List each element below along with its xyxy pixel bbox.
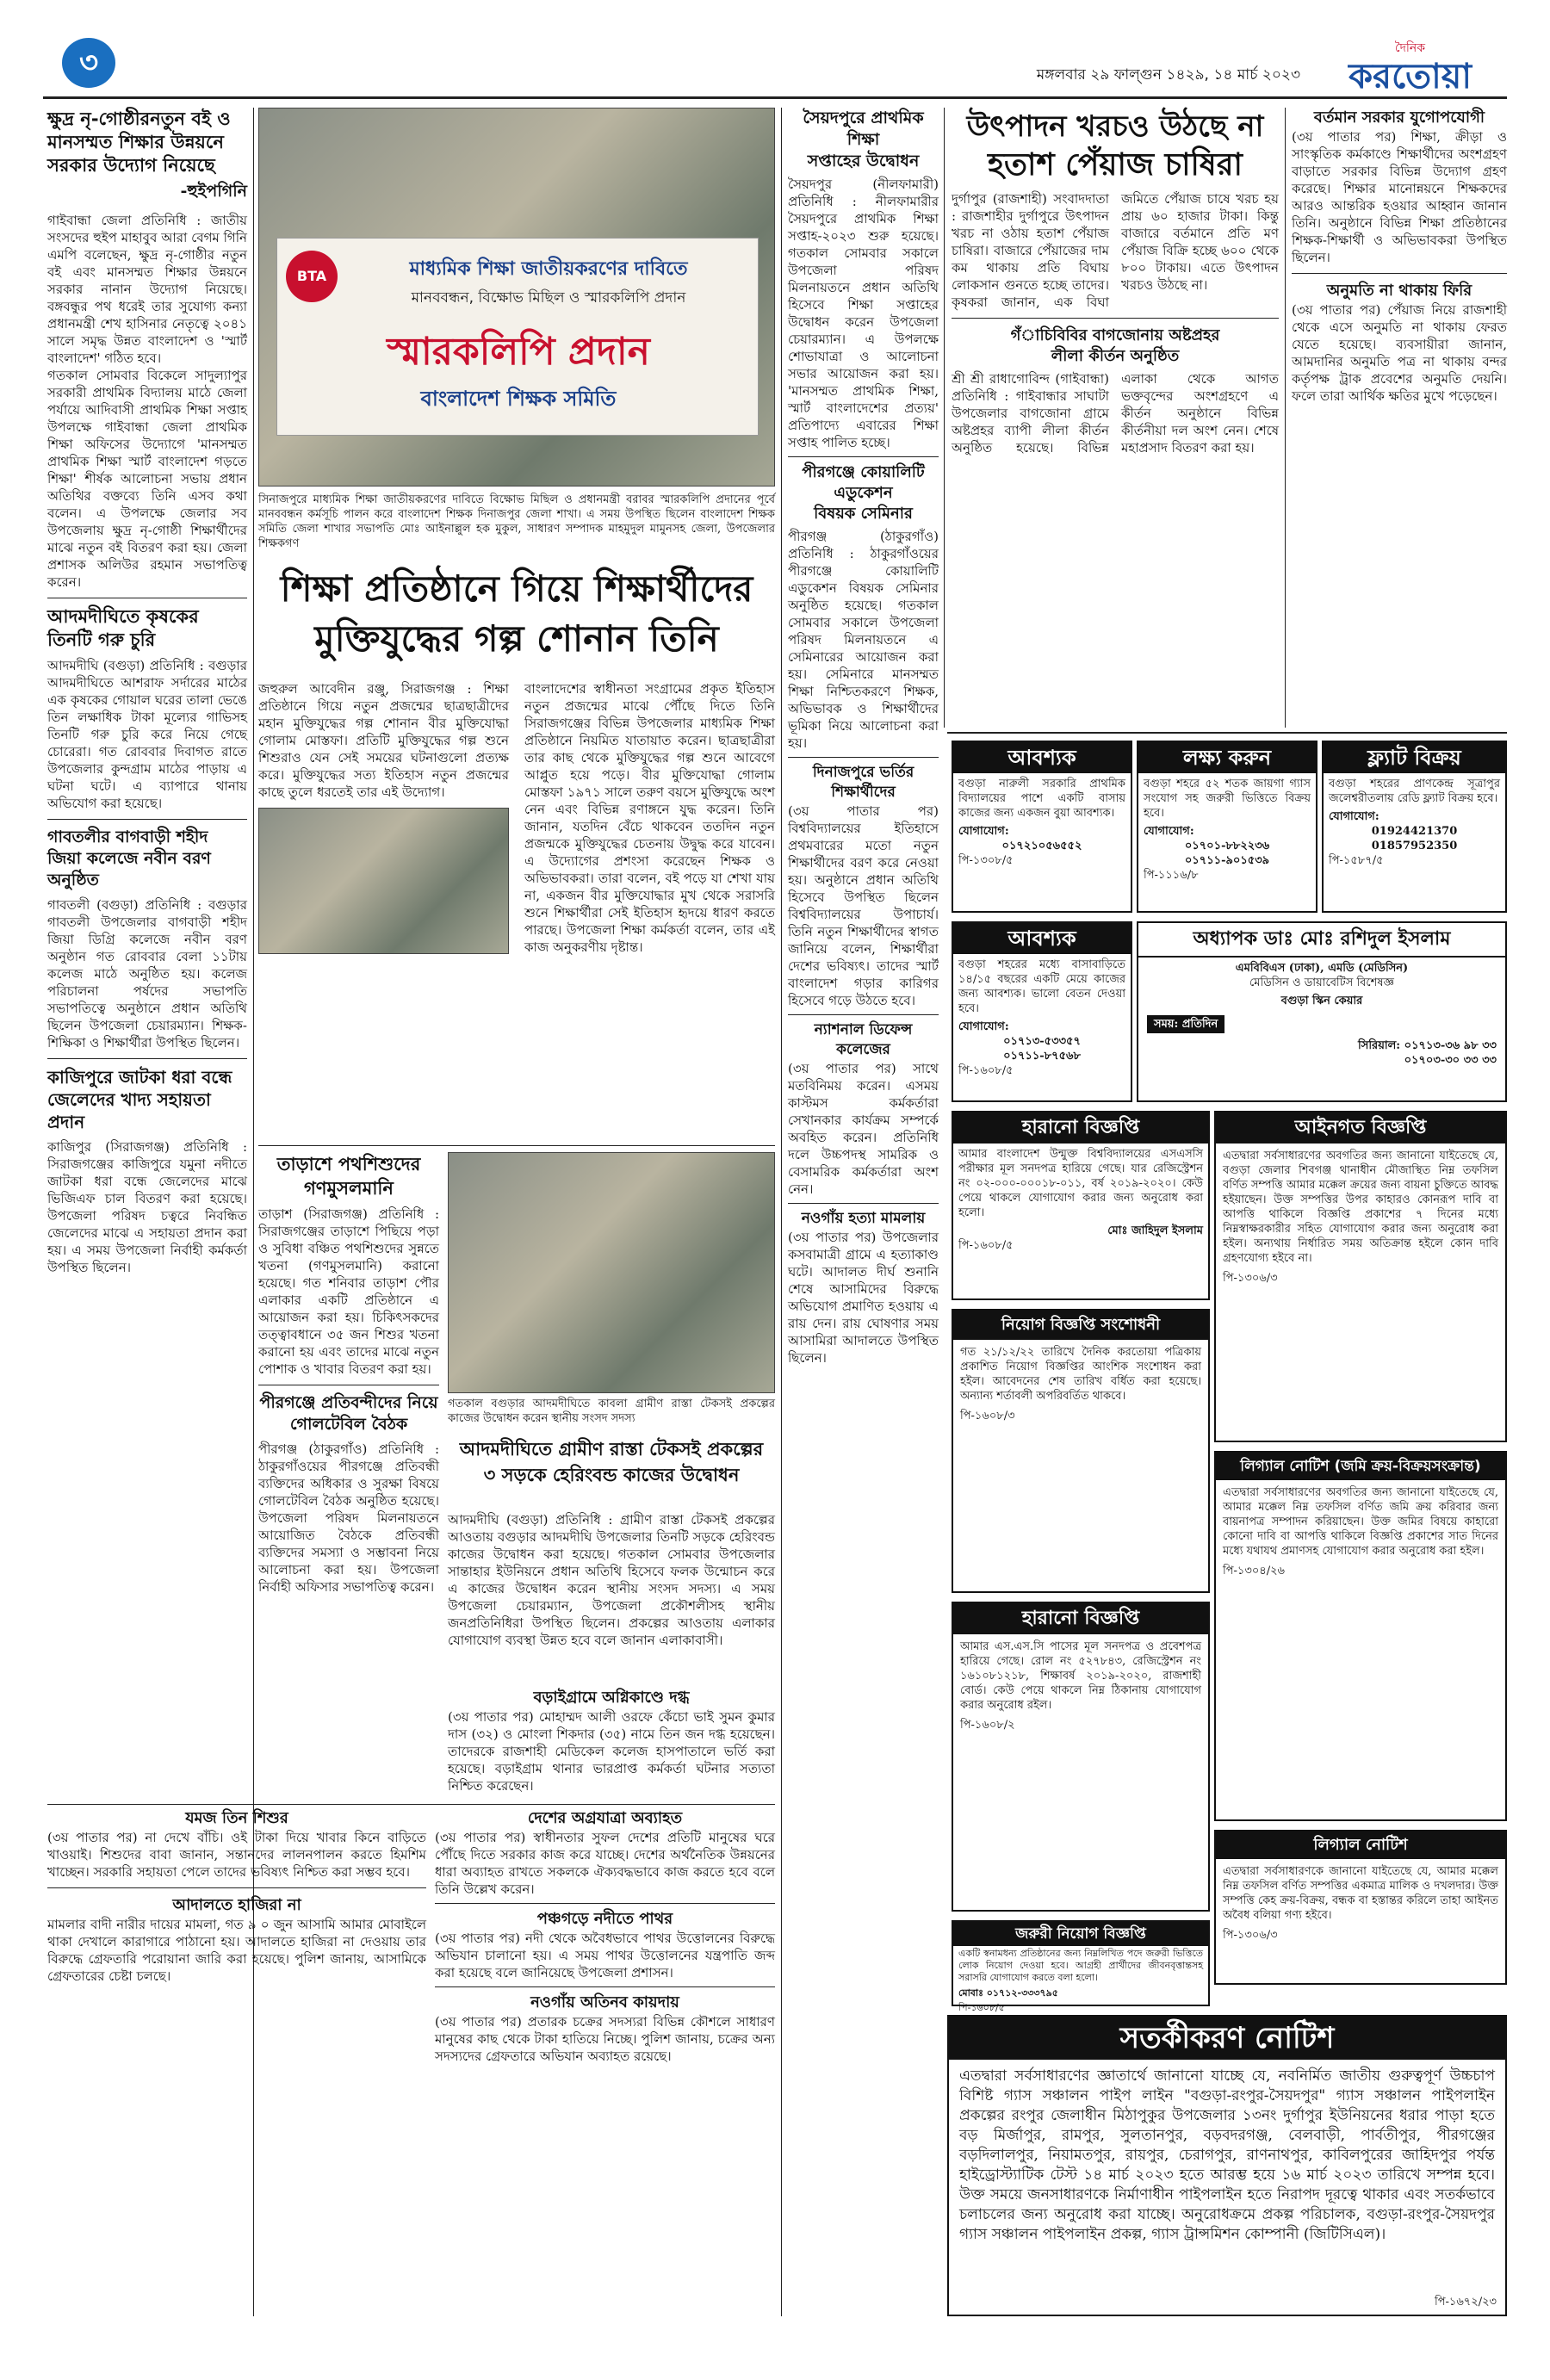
bta-logo — [286, 251, 338, 302]
banner-caption: সিনাজপুরে মাধ্যমিক শিক্ষা জাতীয়করণের দাবিতে বিক্ষোভ মিছিল ও প্রধানমন্ত্রী বরাবর স্মারকলিপি প্রদানের পূর্বে মানববন্ধন কর্মসূচি পালন করে বাংলাদেশ শিক্ষক দিনাজপুর জেলা শাখা। এ সময় উপস্থিত ছিলেন বাংলাদেশ শিক্ষক সমিতি জেলা শাখার সভাপতি মোঃ আইনাল্লুল হক মুকুল, সাধারণ সম্পাদক মাহমুদুল মামুনসহ জেলা, উপজেলার শিক্ষকগণ — [258, 493, 775, 550]
lost2-title: হারানো বিজ্ঞপ্তি — [953, 1603, 1208, 1634]
col3-h1b: সপ্তাহের উদ্বোধন — [807, 152, 920, 170]
doctor-degree: এমবিবিএস (ঢাকা), এমডি (মেডিসিন) — [1235, 962, 1409, 975]
lead-title-2: মুক্তিযুদ্ধের গল্প শোনান তিনি — [314, 617, 719, 660]
ad4-body: বগুড়া শহরের মধ্যে বাসাবাড়িতে ১৪/১৫ বছরের একটি মেয়ে কাজের জন্য আবশ্যক। ভালো বেতন দেওয়া হবে। — [958, 958, 1125, 1015]
masthead — [43, 34, 1507, 95]
legal3-ref: পি-১৩০৬/৩ — [1223, 1929, 1278, 1942]
masthead-date: মঙ্গলবার ২৯ ফাল্গুন ১৪২৯, ১৪ মার্চ ২০২৩ — [1036, 66, 1300, 84]
ad3-contact-label: যোগাযোগ: — [1329, 810, 1380, 823]
naogaon-title: নওগাঁয় অতিনব কায়দায় — [530, 1993, 679, 2011]
tarash-title-1: তাড়াশে পথশিশুদের — [276, 1154, 421, 1175]
bottom-left-rule — [47, 1804, 775, 1805]
col1-h4: কাজিপুরে জাটকা ধরা বন্ধে জেলেদের খাদ্য সহায়তা প্রদান — [47, 1067, 232, 1132]
recruit-title: নিয়োগ বিজ্ঞপ্তি সংশোধনী — [953, 1311, 1208, 1340]
col3 — [788, 108, 939, 2316]
adamdighi-title — [448, 1436, 775, 1505]
ad-doctor — [1137, 921, 1507, 1102]
banner-line1: মাধ্যমিক শিক্ষা জাতীয়করণের দাবিতে — [409, 258, 688, 280]
pirganj-title-1: পীরগঞ্জে প্রতিবন্দীদের নিয়ে — [259, 1393, 438, 1412]
ad1-ref: পি-১৩০৮/৫ — [958, 854, 1014, 867]
recruit-ref: পি-১৬০৮/৩ — [960, 1410, 1015, 1422]
ad2-title: লক্ষ্য করুন — [1138, 742, 1316, 773]
warning-notice — [947, 2015, 1507, 2316]
ad4-title: আবশ্যক — [953, 923, 1131, 954]
ad3-body: বগুড়া শহরের প্রাণকেন্দ্র সূত্রাপুর জলেশ্বরীতলায় রেডি ফ্ল্যাট বিক্রয় হবে। — [1329, 778, 1500, 805]
col3-sep3 — [788, 1014, 939, 1015]
ad4-ref: পি-১৬০৮/৫ — [958, 1064, 1014, 1077]
col3-sep1 — [788, 456, 939, 457]
banner-line4: বাংলাদেশ শিক্ষক সমিতি — [420, 387, 617, 411]
twins-sep — [47, 1887, 426, 1888]
dev-sep — [435, 1903, 775, 1904]
ad1-body: বগুড়া নারুলী সরকারি প্রাথমিক বিদ্যালয়ের পাশে একটি বাসায় কাজের জন্য একজন বুয়া আবশ্যক। — [958, 778, 1125, 820]
col5-h2: অনুমতি না থাকায় ফিরি — [1326, 282, 1472, 300]
dev-body: (৩য় পাতার পর) স্বাধীনতার সুফল দেশের প্রতিটি মানুষের ঘরে পৌঁছে দিতে সরকার কাজ করে যাচ্ছে। দেশের অর্থনৈতিক উন্নয়নের ধারা অব্যাহত রাখতে সকলকে ঐক্যবদ্ধভাবে কাজ করতে হবে বলে তিনি উল্লেখ করেন। — [435, 1830, 775, 1897]
page-number-badge — [62, 38, 115, 88]
ad1-title: আবশ্যক — [953, 742, 1131, 773]
doctor-serial2: ০১৭০৩-৩০ ৩৩ ৩৩ — [1404, 1054, 1497, 1067]
bta-logo-text: BTA — [296, 268, 327, 284]
bottom-left — [47, 1808, 426, 2316]
ad-legal-1 — [1214, 1111, 1507, 1442]
col5-p2: (৩য় পাতার পর) পেঁয়াজ নিয়ে রাজশাহী থেকে এসে অনুমতি না থাকায় ফেরত যেতে হয়েছে। ব্যবসায়ীরা জানান, আমদানির অনুমতি পত্র না থাকায় বন্দর কর্তৃপক্ষ ট্রাক প্রবেশের অনুমতি দেয়নি। ফলে তারা আর্থিক ক্ষতির মুখে পড়েছেন। — [1292, 302, 1507, 404]
banner-line3: স্মারকলিপি প্রদান — [387, 330, 650, 374]
legal1-ref: পি-১৩০৬/৩ — [1223, 1272, 1278, 1285]
ad2-body: বগুড়া শহরে ৫২ শতক জায়গা গ্যাস সংযোগ সহ জরুরী ভিত্তিতে বিক্রয় হবে। — [1144, 778, 1311, 820]
bottom-mid — [435, 1808, 775, 2316]
urgent-ref: পি-১৬০৮/৫ — [958, 2002, 1005, 2013]
doctor-name: অধ্যাপক ডাঃ মোঃ রশিদুল ইসলাম — [1138, 923, 1505, 958]
banner-photo — [258, 108, 775, 487]
ad2-contact-label: যোগাযোগ: — [1144, 825, 1194, 838]
court-body: মামলার বাদী নারীর দায়ের মামলা, গত ৯ ০ জুন আসামি আমার মোবাইলে থাকা দেখালে কারাগারে পাঠানো হয়। আদালতে হাজিরা না দেওয়ায় তার বিরুদ্ধে গ্রেফতারি পরোয়ানা জারি করা হয়েছে। পুলিশ জানায়, আসামিকে গ্রেফতারের চেষ্টা চলছে। — [47, 1917, 426, 1984]
col3-h2a: পীরগঞ্জে কোয়ালিটি এডুকেশন — [802, 463, 925, 502]
panch-title: পঞ্চগড়ে নদীতে পাথর — [536, 1910, 673, 1928]
adamdighi-body: আদমদীঘি (বগুড়া) প্রতিনিধি : গ্রামীণ রাস্তা টেকসই প্রকল্পের আওতায় বগুড়ার আদমদীঘি উপজেলার তিনটি সড়কে হেরিংবন্ড কাজের উদ্বোধন করা হয়েছে। গতকাল সোমবার উপজেলার সান্তাহার ইউনিয়নে প্রধান অতিথি হিসেবে ফলক উন্মোচন করে এ কাজের উদ্বোধন করেন স্থানীয় সংসদ সদস্য। এ সময় উপজেলা চেয়ারম্যান, উপজেলা প্রকৌশলীসহ স্থানীয় জনপ্রতিনিধিরা উপস্থিত ছিলেন। প্রকল্পের আওতায় এলাকার যোগাযোগ ব্যবস্থা উন্নত হবে বলে জানান এলাকাবাসী। — [448, 1512, 775, 1648]
lost2-ref: পি-১৬০৮/২ — [960, 1719, 1015, 1732]
ad-urgent-recruit — [952, 1920, 1210, 2013]
paper-name: করতোয়া — [1348, 57, 1472, 96]
court-title: আদালতে হাজিরা না — [172, 1896, 301, 1914]
col1-h1: ক্ষুদ্র নৃ-গোষ্ঠীরনতুন বই ও মানসম্মত শিক্ষার উন্নয়নে সরকার উদ্যোগ নিয়েছে — [47, 108, 231, 176]
legal2-body: এতদ্বারা সর্বসাধারণের অবগতির জন্য জানানো যাইতেছে যে, আমার মক্কেল নিম্ন তফসিল বর্ণিত জমি ক্রয় করিবার জন্য বায়নাপত্র সম্পাদন করিয়াছেন। উক্ত জমির বিষয়ে কাহারো কোনো দাবি বা আপত্তি থাকিলে বিজ্ঞপ্তি প্রকাশের সাত দিনের মধ্যে যথাযথ প্রমাণসহ যোগাযোগ করার অনুরোধ করা হইল। — [1223, 1486, 1498, 1558]
herringbone-photo — [448, 1152, 775, 1393]
lost2-body: আমার এস.এস.সি পাসের মূল সনদপত্র ও প্রবেশপত্র হারিয়ে গেছে। রোল নং ৫২৭৮৪৩, রেজিস্ট্রেশন নং ১৬১০৮১২১৮, শিক্ষাবর্ষ ২০১৯-২০২০, রাজশাহী বোর্ড। কেউ পেয়ে থাকলে নিম্ন ঠিকানায় যোগাযোগ করার অনুরোধ রইল। — [960, 1640, 1201, 1712]
ad2-phone1: ০১৭০১-৮৮২২৩৬ — [1184, 840, 1270, 852]
masthead-rule — [43, 96, 1507, 99]
doctor-clinic: বগুড়া স্কিন কেয়ার — [1280, 995, 1363, 1007]
lead-body-1: জহুরুল আবেদীন রঞ্জু, সিরাজগঞ্জ : শিক্ষা প্রতিষ্ঠানে গিয়ে নতুন প্রজন্মের ছাত্রছাত্রীদের মহান মুক্তিযুদ্ধের গল্প শোনান বীর মুক্তিযোদ্ধা গোলাম মোস্তফা। প্রতিটি মুক্তিযুদ্ধের গল্প শুনে শিশুরাও যেন সেই সময়ের ঘটনাগুলো প্রত্যক্ষ করে। মুক্তিযুদ্ধের সত্য ইতিহাস নতুন প্রজন্মের কাছে তুলে ধরতেই তার এই উদ্যোগ। — [258, 681, 509, 800]
col1-p2: আদমদীঘি (বগুড়া) প্রতিনিধি : বগুড়ার আদমদীঘিতে আশরাফ সর্দারের মাঠের এক কৃষকের গোয়াল ঘরের তালা ভেঙে তিন লক্ষাধিক টাকা মূল্যের গাভিসহ তিনটি গরু চুরি করে নিয়ে গেছে চোরেরা। গত রোববার দিবাগত রাতে উপজেলার কুন্দগ্রাম মাঠের পাড়ায় এ ঘটনা ঘটে। এ ব্যাপারে থানায় অভিযোগ করা হয়েছে। — [47, 658, 247, 811]
pirganj-title-2: গোলটেবিল বৈঠক — [289, 1415, 408, 1434]
adamdighi-title-1: আদমদীঘিতে গ্রামীণ রাস্তা টেকসই প্রকল্পের — [459, 1439, 764, 1460]
ad4-contact-label: যোগাযোগ: — [958, 1020, 1009, 1033]
col3-p2: পীরগঞ্জ (ঠাকুরগাঁও) প্রতিনিধি : ঠাকুরগাঁওয়ের পীরগঞ্জে কোয়ালিটি এডুকেশন বিষয়ক সেমিনার অনুষ্ঠিত হয়েছে। গতকাল সোমবার সকালে উপজেলা পরিষদ মিলনায়তনে এ সেমিনারের আয়োজন করা হয়। সেমিনারে মানসম্মত শিক্ষা নিশ্চিতকরণে শিক্ষক, অভিভাবক ও শিক্ষার্থীদের ভূমিকা নিয়ে আলোচনা করা হয়। — [788, 529, 939, 751]
col2-vrule — [781, 108, 782, 2316]
lead-body — [258, 680, 775, 1141]
legal2-title: লিগ্যাল নোটিশ (জমি ক্রয়-বিক্রয়সংক্রান্ত) — [1216, 1453, 1505, 1480]
ad-lost-1 — [952, 1111, 1210, 1300]
onion-title-2: হতাশ পেঁয়াজ চাষিরা — [988, 147, 1243, 183]
herringbone-caption: গতকাল বগুড়ার আদমদীঘিতে কাবলা গ্রামীণ রাস্তা টেকসই প্রকল্পের কাজের উদ্বোধন করেন স্থানীয় সংসদ সদস্য — [448, 1398, 775, 1425]
doctor-spec: মেডিসিন ও ডায়াবেটিস বিশেষজ্ঞ — [1249, 976, 1394, 989]
ad-recruit-correction — [952, 1309, 1210, 1593]
paper-logo — [1313, 38, 1507, 96]
col4-vrule — [1285, 108, 1286, 728]
legal2-ref: পি-১৩০৪/২৬ — [1223, 1565, 1285, 1577]
legal1-title: আইনগত বিজ্ঞপ্তি — [1216, 1113, 1505, 1144]
page-number: ৩ — [78, 46, 99, 80]
doctor-time: সময়: প্রতিদিন — [1147, 1015, 1224, 1033]
naogaon-body: (৩য় পাতার পর) প্রতারক চক্রের সদস্যরা বিভিন্ন কৌশলে সাধারণ মানুষের কাছ থেকে টাকা হাতিয়ে নিচ্ছে। পুলিশ জানায়, চক্রের অন্য সদস্যদের গ্রেফতারে অভিযান অব্যাহত রয়েছে। — [435, 2014, 775, 2064]
panch-sep — [435, 1986, 775, 1987]
notice-title: সতর্কীকরণ নোটিশ — [949, 2017, 1505, 2060]
col1-h2: আদমদীঘিতে কৃষকের তিনটি গরু চুরি — [47, 606, 199, 650]
col4-sep — [952, 318, 1279, 319]
col1-p1b: গতকাল সোমবার বিকেলে সাদুল্যাপুর সরকারী প্রাথমিক বিদ্যালয় মাঠে জেলা পর্যায়ে আদিবাসী প্রাথমিক শিক্ষা সপ্তাহ উপলক্ষে গাইবান্ধা জেলা প্রাথমিক শিক্ষা অফিসের উদ্যোগে 'মানসম্মত প্রাথমিক শিক্ষা স্মার্ট বাংলাদেশ গড়তে শিক্ষা' শীর্ষক আলোচনা সভায় প্রধান অতিথির বক্তব্যে তিনি এসব কথা বলেন। এ উপলক্ষে জেলার সব উপজেলায় ক্ষুদ্র নৃ-গোষ্ঠী শিক্ষার্থীদের মাঝে নতুন বই বিতরণ করা হয়। জেলা প্রশাসক অলিউর রহমান সভাপতিত্ব করেন। — [47, 368, 247, 590]
ad-flat-bikroy — [1322, 741, 1507, 913]
barai-title: বড়াইগ্রামে অগ্নিকাণ্ডে দগ্ধ — [533, 1689, 690, 1707]
ad1-contact-label: যোগাযোগ: — [958, 825, 1009, 838]
legal3-title: লিগ্যাল নোটিশ — [1216, 1831, 1505, 1859]
ad3-phone1: 01924421370 — [1371, 825, 1458, 838]
lead-body-2: বাংলাদেশের স্বাধীনতা সংগ্রামের প্রকৃত ইতিহাস নতুন প্রজন্মের মাঝে পৌঁছে দিতে তিনি সিরাজগঞ্জের বিভিন্ন উপজেলার মাধ্যমিক শিক্ষা প্রতিষ্ঠানে নিয়মিত যাতায়াত করেন। ছাত্রছাত্রীরা তার কাছ থেকে মুক্তিযুদ্ধের গল্প শুনে আবেগে আপ্লুত হয়ে পড়ে। বীর মুক্তিযোদ্ধা গোলাম মোস্তফা ১৯৭১ সালে তরুণ বয়সে মুক্তিযুদ্ধে অংশ নেন এবং বিভিন্ন রণাঙ্গনে যুদ্ধ করেন। তিনি জানান, যতদিন বেঁচে থাকবেন ততদিন নতুন প্রজন্মকে মুক্তিযুদ্ধের চেতনায় উদ্বুদ্ধ করে যাবেন। — [524, 681, 775, 852]
lead-body-3: এ উদ্যোগের প্রশংসা করেছেন শিক্ষক ও অভিভাবকরা। তারা বলেন, বই পড়ে যা শেখা যায় না, একজন বীর মুক্তিযোদ্ধার মুখ থেকে সরাসরি শুনে শিক্ষার্থীরা সেই ইতিহাস হৃদয়ে ধারণ করতে পারছে। উপজেলা শিক্ষা কর্মকর্তা বলেন, তার এই কাজ অনুকরণীয় দৃষ্টান্ত। — [524, 853, 775, 955]
col5-p1: (৩য় পাতার পর) শিক্ষা, ক্রীড়া ও সাংস্কৃতিক কর্মকাণ্ডে শিক্ষার্থীদের অংশগ্রহণ বাড়াতে সরকার বিভিন্ন উদ্যোগ গ্রহণ করেছে। শিক্ষার মানোন্নয়নে শিক্ষকদের আরও আন্তরিক হওয়ার আহ্বান জানান তিনি। অনুষ্ঠানে বিভিন্ন শিক্ষা প্রতিষ্ঠানের শিক্ষক-শিক্ষার্থী ও অভিভাবকরা উপস্থিত ছিলেন। — [1292, 129, 1507, 265]
col5-sep — [1292, 273, 1507, 274]
col4 — [952, 108, 1279, 728]
onion-body: দুর্গাপুর (রাজশাহী) সংবাদদাতা : রাজশাহীর দুর্গাপুরে উৎপাদন খরচ না ওঠায় হতাশ পেঁয়াজ চাষিরা। বাজারে পেঁয়াজের দাম কম থাকায় প্রতি বিঘায় লোকসান গুনতে হচ্ছে তাদের। কৃষকরা জানান, এক বিঘা জমিতে পেঁয়াজ চাষে খরচ হয় প্রায় ৬০ হাজার টাকা। কিন্তু বাজারে বর্তমানে প্রতি মণ পেঁয়াজ বিক্রি হচ্ছে ৬০০ থেকে ৮০০ টাকায়। এতে উৎপাদন খরচও উঠছে না। — [952, 191, 1279, 310]
ad2-ref: পি-১১১৬/৮ — [1144, 869, 1199, 882]
banner-cloth — [276, 238, 759, 436]
ad3-phone2: 01857952350 — [1371, 840, 1458, 852]
col3-p5: (৩য় পাতার পর) উপজেলার কসবামাত্রী গ্রামে এ হত্যাকাণ্ড ঘটে। আদালত দীর্ঘ শুনানি শেষে আসামিদের বিরুদ্ধে অভিযোগ প্রমাণিত হওয়ায় এ রায় দেন। রায় ঘোষণার সময় আসামিরা আদালতে উপস্থিত ছিলেন। — [788, 1230, 939, 1366]
lost1-body: আমার বাংলাদেশ উন্মুক্ত বিশ্ববিদ্যালয়ের এসএসসি পরীক্ষার মূল সনদপত্র হারিয়ে গেছে। যার রেজিস্ট্রেশন নং ০২-০০০-০০০১৮-০১১, বর্ষ ২০১৯-২০২০। কেউ পেয়ে থাকলে যোগাযোগ করার জন্য অনুরোধ করা হলো। — [958, 1148, 1203, 1219]
ad1-phone: ০১৭২১০৫৬৫৫২ — [1001, 840, 1082, 852]
kirtan-body: শ্রী শ্রী রাধাগোবিন্দ (গাইবান্ধা) প্রতিনিধি : গাইবান্ধার সাঘাটা উপজেলার বাগজোনা গ্রামে অষ্টপ্রহর ব্যাপী লীলা কীর্তন অনুষ্ঠিত হয়েছে। বিভিন্ন এলাকা থেকে আগত ভক্তবৃন্দের অংশগ্রহণে এ কীর্তন অনুষ্ঠানে বিভিন্ন কীর্তনীয়া দল অংশ নেন। শেষে মহাপ্রসাদ বিতরণ করা হয়। — [952, 371, 1279, 456]
ad3-ref: পি-১৫৮৭/৫ — [1329, 854, 1384, 867]
recruit-body: গত ২১/১২/২২ তারিখে দৈনিক করতোয়া পত্রিকায় প্রকাশিত নিয়োগ বিজ্ঞপ্তির আংশিক সংশোধন করা হইল। আবেদনের শেষ তারিখ বর্ধিত করা হয়েছে। অন্যান্য শর্তাবলী অপরিবর্তিত থাকবে। — [960, 1346, 1201, 1403]
notice-body: এতদ্বারা সর্বসাধারণের জ্ঞাতার্থে জানানো যাচ্ছে যে, নবনির্মিত জাতীয় গুরুত্বপূর্ণ উচ্চচাপ বিশিষ্ট গ্যাস সঞ্চালন পাইপ লাইন "বগুড়া-রংপুর-সৈয়দপুর" গ্যাস সঞ্চালন পাইপলাইন প্রকল্পের রংপুর জেলাধীন মিঠাপুকুর উপজেলার ১৩নং দুর্গাপুর ইউনিয়নের ধরার পাড়া হতে বড় মির্জাপুর, রামপুর, সুলতানপুর, বড়বদরগঞ্জ, বেলবাড়ী, পার্বতীপুর, পীরগঞ্জের বড়দিলালপুর, নিয়ামতপুর, রায়পুর, চেরাগপুর, রাণনাথপুর, কাবিলপুরের জাহিদপুর পর্যন্ত হাইড্রোস্ট্যাটিক টেস্ট ১৪ মার্চ ২০২৩ হতে আরম্ভ হয়ে ১৬ মার্চ ২০২৩ তারিখে সম্পন্ন হবে। উক্ত সময়ে জনসাধারণকে নির্মাণাধীন পাইপলাইন হতে নিরাপদ দূরত্বে থাকার এবং সতর্কভাবে চলাচলের জন্য অনুরোধ করা যাচ্ছে। অনুরোধক্রমে প্রকল্প পরিচালক, বগুড়া-রংপুর-সৈয়দপুর গ্যাস সঞ্চালন পাইপলাইন প্রকল্প, গ্যাস ট্রান্সমিশন কোম্পানী (জিটিসিএল)। — [959, 2067, 1495, 2243]
ad-legal-2 — [1214, 1451, 1507, 1821]
tarash-story — [258, 1152, 439, 1781]
col3-p1: সৈয়দপুর (নীলফামারী) প্রতিনিধি : নীলফামারীর সৈয়দপুরে প্রাথমিক শিক্ষা সপ্তাহ-২০২৩ শুরু হয়েছে। গতকাল সোমবার সকালে উপজেলা পরিষদ মিলনায়তনে প্রধান অতিথি হিসেবে শিক্ষা সপ্তাহের উদ্বোধন করেন উপজেলা চেয়ারম্যান। এ উপলক্ষে শোভাযাত্রা ও আলোচনা সভার আয়োজন করা হয়। 'মানসম্মত প্রাথমিক শিক্ষা, স্মার্ট বাংলাদেশের প্রত্যয়' প্রতিপাদ্যে এবারের শিক্ষা সপ্তাহ পালিত হচ্ছে। — [788, 177, 939, 450]
lost1-title: হারানো বিজ্ঞপ্তি — [953, 1113, 1208, 1144]
ad-abosshok-1 — [952, 741, 1132, 913]
urgent-title: জরুরী নিয়োগ বিজ্ঞপ্তি — [953, 1922, 1208, 1946]
panch-body: (৩য় পাতার পর) নদী থেকে অবৈধভাবে পাথর উত্তোলনের বিরুদ্ধে অভিযান চালানো হয়। এ সময় পাথর উত্তোলনের যন্ত্রপাতি জব্দ করা হয়েছে বলে জানিয়েছে উপজেলা প্রশাসন। — [435, 1931, 775, 1980]
lead-photo — [258, 808, 509, 954]
notice-ref: পি-১৬৭২/২৩ — [1434, 2296, 1497, 2309]
lead-title-1: শিক্ষা প্রতিষ্ঠানে গিয়ে শিক্ষার্থীদের — [280, 567, 753, 610]
col1-h3: গাবতলীর বাগবাড়ী শহীদ জিয়া কলেজে নবীন বরণ অনুষ্ঠিত — [47, 827, 211, 889]
ad4-phone2: ০১৭১১-৮৭৫৬৮ — [1003, 1050, 1081, 1063]
col3-h2b: বিষয়ক সেমিনার — [814, 505, 913, 523]
col3-p3: (৩য় পাতার পর) বিশ্ববিদ্যালয়ের ইতিহাসে প্রথমবারের মতো নতুন শিক্ষার্থীদের বরণ করে নেওয়া হয়। অনুষ্ঠানে প্রধান অতিথি হিসেবে উপস্থিত ছিলেন বিশ্ববিদ্যালয়ের উপাচার্য। তিনি নতুন শিক্ষার্থীদের স্বাগত জানিয়ে বলেন, শিক্ষার্থীরা দেশের ভবিষ্যৎ। তাদের স্মার্ট বাংলাদেশ গড়ার কারিগর হিসেবে গড়ে উঠতে হবে। — [788, 803, 939, 1008]
kirtan-title-2: লীলা কীর্তন অনুষ্ঠিত — [1051, 347, 1180, 365]
legal3-body: এতদ্বারা সর্বসাধারণকে জানানো যাইতেছে যে, আমার মক্কেল নিম্ন তফসিল বর্ণিত সম্পত্তির একমাত্র মালিক ও দখলদার। উক্ত সম্পত্তি কেহ ক্রয়-বিক্রয়, বন্ধক বা হস্তান্তর করিলে তাহা আইনত অবৈধ বলিয়া গণ্য হইবে। — [1223, 1865, 1498, 1922]
lead-title-block — [258, 564, 775, 676]
paper-prefix: দৈনিক — [1394, 41, 1426, 55]
ad3-title: ফ্ল্যাট বিক্রয় — [1324, 742, 1505, 773]
ad4-phone: ০১৭১৩-৫৩৩৫৭ — [1003, 1035, 1081, 1048]
col3-h1a: সৈয়দপুরে প্রাথমিক শিক্ষা — [803, 108, 924, 149]
ad-legal-3 — [1214, 1830, 1507, 1985]
col3-p4: (৩য় পাতার পর) সাথে মতবিনিময় করেন। এসময় কাস্টমস কর্মকর্তারা সেখানকার কার্যক্রম সম্পর্কে অবহিত করেন। প্রতিনিধি দলে উচ্চপদস্থ সামরিক ও বেসামরিক কর্মকর্তারা অংশ নেন। — [788, 1061, 939, 1197]
col1-p4: কাজিপুর (সিরাজগঞ্জ) প্রতিনিধি : সিরাজগঞ্জের কাজিপুরে যমুনা নদীতে জাটকা ধরা বন্ধে জেলেদের মাঝে ভিজিএফ চাল বিতরণ করা হয়েছে। উপজেলা পরিষদ চত্বরে নিবন্ধিত জেলেদের মাঝে এ সহায়তা প্রদান করা হয়। এ সময় উপজেলা নির্বাহী কর্মকর্তা উপস্থিত ছিলেন। — [47, 1139, 247, 1275]
dev-title: দেশের অগ্রযাত্রা অব্যাহত — [527, 1809, 683, 1827]
ad-lokkho-korun — [1137, 741, 1318, 913]
lost1-ref: পি-১৬০৮/৫ — [958, 1239, 1014, 1252]
adamdighi-title-2: ৩ সড়কে হেরিংবন্ড কাজের উদ্বোধন — [483, 1465, 740, 1485]
twins-title: যমজ তিন শিশুর — [185, 1809, 288, 1827]
col3-sep2 — [788, 757, 939, 758]
col1-p1: গাইবান্ধা জেলা প্রতিনিধি : জাতীয় সংসদের হুইপ মাহাবুব আরা বেগম গিনি এমপি বলেছেন, ক্ষুদ্র নৃ-গোষ্ঠীর নতুন বই এবং মানসম্মত শিক্ষার উন্নয়নে সরকার নানান উদ্যোগ নিয়েছে। বঙ্গবন্ধুর পথ ধরেই তার সুযোগ্য কন্যা প্রধানমন্ত্রী শেখ হাসিনার নেতৃত্বে ২০৪১ সালে সমৃদ্ধ উন্নত বাংলাদেশ ও 'স্মার্ট বাংলাদেশ' গঠিত হবে। — [47, 213, 247, 366]
col3-h4: ন্যাশনাল ডিফেন্স কলেজের — [814, 1021, 913, 1058]
legal1-body: এতদ্বারা সর্বসাধারণের অবগতির জন্য জানানো যাইতেছে যে, বগুড়া জেলার শিবগঞ্জ থানাধীন মৌজাস্থিত নিম্ন তফসিল বর্ণিত সম্পত্তি আমার মক্কেল ক্রয়ের জন্য বায়না চুক্তিতে আবদ্ধ হইয়াছেন। উক্ত সম্পত্তির উপর কাহারও কোনরূপ দাবি বা আপত্তি থাকিলে বিজ্ঞপ্তি প্রকাশের ৭ দিনের মধ্যে নিম্নস্বাক্ষরকারীর সহিত যোগাযোগ করার জন্য অনুরোধ করা হইল। অন্যথায় নির্ধারিত সময় অতিক্রান্ত হইলে কোন দাবি গ্রহণযোগ্য হইবে না। — [1223, 1150, 1498, 1265]
barai-cont — [448, 1688, 775, 1800]
tarash-title-2: গণমুসলমানি — [304, 1178, 394, 1199]
col1-sep3 — [47, 1058, 247, 1059]
col5-h1: বর্তমান সরকার যুগোপযোগী — [1313, 108, 1485, 127]
ad-abosshok-2 — [952, 921, 1132, 1102]
onion-title-1: উৎপাদন খরচও উঠছে না — [966, 109, 1264, 144]
col5 — [1292, 108, 1507, 728]
col5-bottom-rule — [947, 732, 1507, 734]
ad2-phone2: ০১৭১১-৯০১৫৩৯ — [1184, 854, 1270, 867]
twins-body: (৩য় পাতার পর) না দেখে বাঁচি। ওই টাকা দিয়ে খাবার কিনে বাড়িতে খাওয়াই। শিশুদের বাবা জানান, সন্তানদের লালনপালন করতে হিমশিম খাচ্ছেন। সরকারি সহায়তা পেলে তাদের ভবিষ্যৎ নিশ্চিত করা সম্ভব হবে। — [47, 1830, 426, 1880]
col1-p3: গাবতলী (বগুড়া) প্রতিনিধি : বগুড়ার গাবতলী উপজেলার বাগবাড়ী শহীদ জিয়া ডিগ্রি কলেজে নবীন বরণ অনুষ্ঠান গত রোববার বেলা ১১টায় কলেজ মাঠে অনুষ্ঠিত হয়। কলেজ পরিচালনা পর্ষদের সভাপতি সভাপতিত্বে অনুষ্ঠানে প্রধান অতিথি ছিলেন উপজেলা চেয়ারম্যান। শিক্ষক-শিক্ষিকা ও শিক্ষার্থীরা উপস্থিত ছিলেন। — [47, 897, 247, 1051]
col3-sep4 — [788, 1203, 939, 1204]
kirtan-title-1: গঁাচিবিবির বাগজোনায় অষ্টপ্রহর — [1010, 326, 1220, 344]
ad-lost-2 — [952, 1602, 1210, 1912]
doctor-serial: সিরিয়াল: ০১৭১৩-৩৬ ৯৮ ৩৩ — [1358, 1039, 1497, 1052]
col1-h1-by: -হুইপগিনি — [180, 182, 247, 201]
barai-body: (৩য় পাতার পর) মোহাম্মদ আলী ওরফে কেঁচো ভাই সুমন কুমার দাস (৩২) ও মোংলা শিকদার (৩৫) নামে তিন জন দগ্ধ হয়েছেন। তাদেরকে রাজশাহী মেডিকেল কলেজ হাসপাতালে ভর্তি করা হয়েছে। বড়াইগ্রাম থানার ভারপ্রাপ্ত কর্মকর্তা ঘটনার সত্যতা নিশ্চিত করেছেন। — [448, 1709, 775, 1794]
tarash-top-rule — [258, 1145, 775, 1146]
urgent-body: একটি স্বনামধন্য প্রতিষ্ঠানের জন্য নিম্নলিখিত পদে জরুরী ভিত্তিতে লোক নিয়োগ দেওয়া হবে। আগ্রহী প্রার্থীদের জীবনবৃত্তান্তসহ সরাসরি যোগাযোগ করতে বলা হলো। — [958, 1948, 1203, 1983]
col3-vrule — [944, 108, 945, 728]
tarash-body: তাড়াশ (সিরাজগঞ্জ) প্রতিনিধি : সিরাজগঞ্জের তাড়াশে পিছিয়ে পড়া ও সুবিধা বঞ্চিত পথশিশুদের সুন্নতে খতনা (গণমুসলমানি) করানো হয়েছে। গত শনিবার তাড়াশ পৌর এলাকার একটি প্রতিষ্ঠানে এ আয়োজন করা হয়। চিকিৎসকদের তত্ত্বাবধানে ৩৫ জন শিশুর খতনা করানো হয় এবং তাদের মাঝে নতুন পোশাক ও খাবার বিতরণ করা হয়। — [258, 1206, 439, 1377]
col1-sep2 — [47, 819, 247, 820]
banner-line2: মানববন্ধন, বিক্ষোভ মিছিল ও স্মারকলিপি প্রদান — [411, 289, 686, 307]
col3-h3: দিনাজপুরে ভর্তির শিক্ষার্থীদের — [812, 764, 914, 801]
col3-h5: নওগাঁয় হত্যা মামলায় — [801, 1210, 926, 1227]
lost1-name: মোঃ জাহিদুল ইসলাম — [1107, 1224, 1203, 1237]
urgent-phone: মোবাঃ ০১৭১২-৩৩৩৭৯৫ — [958, 1987, 1058, 1999]
pirganj-body: পীরগঞ্জ (ঠাকুরগাঁও) প্রতিনিধি : ঠাকুরগাঁওয়ের পীরগঞ্জে প্রতিবন্ধী ব্যক্তিদের অধিকার ও সুরক্ষা বিষয়ে গোলটেবিল বৈঠক অনুষ্ঠিত হয়েছে। উপজেলা পরিষদ মিলনায়তনে আয়োজিত বৈঠকে প্রতিবন্ধী ব্যক্তিদের সমস্যা ও সম্ভাবনা নিয়ে আলোচনা করা হয়। উপজেলা নির্বাহী অফিসার সভাপতিত্ব করেন। — [258, 1441, 439, 1595]
